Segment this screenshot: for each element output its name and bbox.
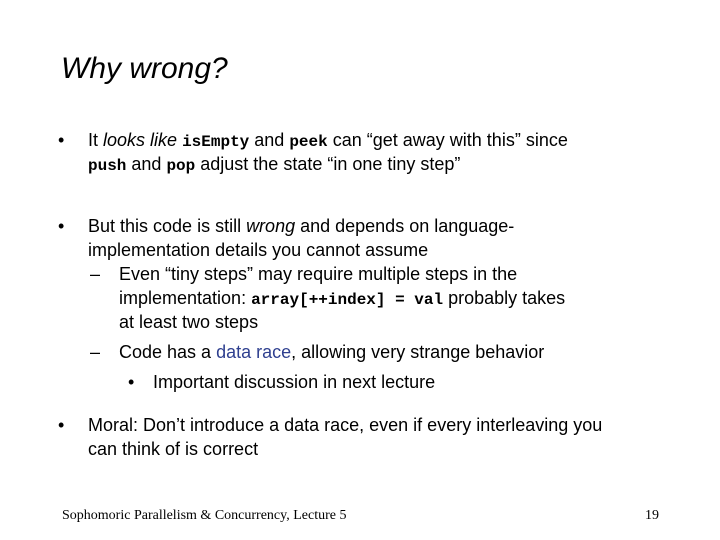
sub-bullet-2-line-1 bbox=[119, 340, 679, 364]
code-isempty: isEmpty bbox=[182, 133, 250, 151]
data-race-term: data race bbox=[216, 342, 292, 362]
bullet-1-line-1 bbox=[88, 128, 668, 154]
text: and bbox=[249, 130, 290, 150]
sub-bullet-1-line-3: at least two steps bbox=[119, 312, 259, 332]
bullet-1-line-2 bbox=[88, 152, 668, 178]
bullet-3-line-1: Moral: Don’t introduce a data race, even if every interleaving you bbox=[88, 415, 603, 435]
dash-marker: – bbox=[90, 342, 101, 362]
text: It bbox=[88, 130, 104, 150]
text: and depends on language- bbox=[295, 216, 515, 236]
text: , allowing very strange behavior bbox=[291, 342, 545, 362]
code-array-increment: array[++index] = val bbox=[251, 291, 444, 309]
bullet-2-line-1 bbox=[88, 214, 668, 238]
text: adjust the state “in one tiny step” bbox=[195, 154, 461, 174]
bullet-3-line-2: can think of is correct bbox=[88, 439, 259, 459]
code-push: push bbox=[88, 157, 127, 175]
emphasis-text: wrong bbox=[246, 216, 296, 236]
text: implementation: bbox=[119, 288, 252, 308]
sub-bullet-1-line-2 bbox=[119, 286, 679, 312]
sub-bullet-1-line-1: Even “tiny steps” may require multiple steps in the bbox=[119, 264, 518, 284]
footer-text: Sophomoric Parallelism & Concurrency, Lecture 5 bbox=[62, 508, 347, 523]
code-peek: peek bbox=[289, 133, 328, 151]
text: probably takes bbox=[443, 288, 566, 308]
bullet-marker: • bbox=[58, 415, 65, 435]
page-number: 19 bbox=[645, 508, 659, 523]
bullet-marker: • bbox=[58, 130, 65, 150]
bullet-marker: • bbox=[58, 216, 65, 236]
text: But this code is still bbox=[88, 216, 247, 236]
dash-marker: – bbox=[90, 264, 101, 284]
sub-sub-bullet-text: Important discussion in next lecture bbox=[153, 372, 436, 392]
text: and bbox=[126, 154, 167, 174]
slide-title: Why wrong? bbox=[61, 52, 228, 85]
bullet-2-line-2: implementation details you cannot assume bbox=[88, 240, 429, 260]
text: can “get away with this” since bbox=[327, 130, 568, 150]
bullet-marker: • bbox=[128, 372, 135, 392]
code-pop: pop bbox=[166, 157, 196, 175]
text: Code has a bbox=[119, 342, 217, 362]
emphasis-text: looks like bbox=[103, 130, 178, 150]
